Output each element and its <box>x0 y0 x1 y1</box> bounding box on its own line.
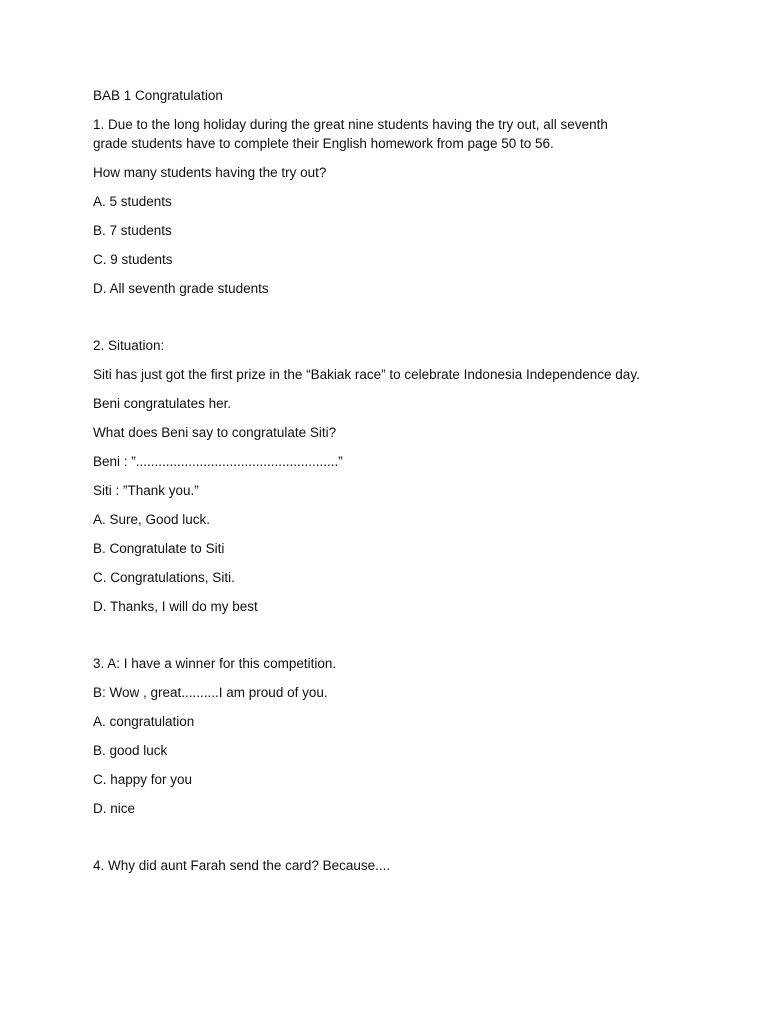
option-b: B. good luck <box>93 743 168 758</box>
question-2 <box>93 336 693 616</box>
question-2-prompt: What does Beni say to congratulate Siti? <box>93 425 337 440</box>
option-d: D. All seventh grade students <box>93 281 269 296</box>
option-d: D. nice <box>93 801 136 816</box>
question-1-prompt: How many students having the try out? <box>93 165 327 180</box>
option-a: A. congratulation <box>93 714 195 729</box>
option-b: B. 7 students <box>93 223 172 238</box>
option-c: C. 9 students <box>93 252 173 267</box>
question-2-label: 2. Situation: <box>93 338 165 353</box>
question-1-line-2: grade students have to complete their English homework from page 50 to 56. <box>93 136 554 151</box>
question-1 <box>93 115 693 298</box>
option-a: A. Sure, Good luck. <box>93 512 211 527</box>
document-title: BAB 1 Congratulation <box>93 88 223 103</box>
option-c: C. happy for you <box>93 772 193 787</box>
spacer <box>93 626 693 654</box>
question-4 <box>93 856 693 875</box>
document-page <box>93 86 693 885</box>
question-3 <box>93 654 693 818</box>
dialogue-beni: Beni : ”......................................................” <box>93 454 343 469</box>
option-c: C. Congratulations, Siti. <box>93 570 235 585</box>
question-4-prompt: 4. Why did aunt Farah send the card? Because.... <box>93 858 391 873</box>
question-1-line-1: 1. Due to the long holiday during the great nine students having the try out, all seventh <box>93 117 608 132</box>
question-3-line-b: B: Wow , great..........I am proud of you. <box>93 685 328 700</box>
question-2-context-2: Beni congratulates her. <box>93 396 232 411</box>
question-2-context: Siti has just got the first prize in the “Bakiak race” to celebrate Indonesia Independence day. <box>93 367 640 382</box>
option-a: A. 5 students <box>93 194 172 209</box>
option-d: D. Thanks, I will do my best <box>93 599 258 614</box>
option-b: B. Congratulate to Siti <box>93 541 225 556</box>
spacer <box>93 828 693 856</box>
question-3-line-a: 3. A: I have a winner for this competition. <box>93 656 337 671</box>
dialogue-siti: Siti : ”Thank you.” <box>93 483 199 498</box>
spacer <box>93 308 693 336</box>
